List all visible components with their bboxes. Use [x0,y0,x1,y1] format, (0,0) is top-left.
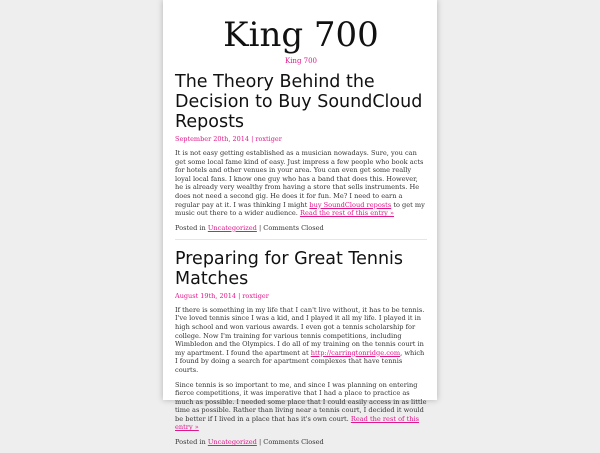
post-paragraph [175,149,427,218]
footer-separator: | [256,438,264,447]
post [175,249,427,453]
post-body [175,306,427,432]
post-title[interactable]: Preparing for Great Tennis Matches [175,248,404,289]
site-description: King 700 [284,57,318,65]
soundcloud-link[interactable]: buy SoundCloud reposts [309,200,392,209]
post-footer [175,438,427,453]
post-author: roxtiger [242,291,269,300]
footer-separator: | [256,223,264,232]
post-paragraph [175,306,427,375]
posted-in-label: Posted in [175,223,208,232]
read-more-link[interactable]: Read the rest of this entry » [300,209,395,218]
site-title[interactable]: King 700 [223,15,379,55]
meta-separator: | [236,291,243,300]
paragraph-text: , which I found by doing a search for apartment complexes that have tennis courts. [175,348,425,374]
paragraph-text: Since tennis is so important to me, and since I was planning on entering fierce competitions, it was imperative that I had a place to practice as much as possible. I needed some place that I could easily access in as little time as possible. Rather than living near a tennis court, I decided it would be better if I lived in a place that has it's own court. [175,380,427,423]
paragraph-text: to get my music out there to a wider audience. [175,200,425,218]
comments-status: Comments Closed [263,223,324,232]
post-footer [175,224,427,240]
meta-separator: | [249,135,256,143]
post-title[interactable]: The Theory Behind the Decision to Buy SoundCloud Reposts [175,72,423,132]
paragraph-text: It is not easy getting established as a musician nowadays. Sure, you can get some local fame kind of easy. Just impress a few people who book acts for hotels and other venues in your area. You can even get some really loyal local fans. I know one guy who has a band that does this. However, he is already very wealthy from having a store that sells instruments. He does not need a second gig. He does it for fun. Me? I need to earn a regular pay at it. I was thinking I might [175,149,424,209]
post [175,72,427,240]
post-date: September 20th, 2014 [175,135,250,143]
comments-status: Comments Closed [263,438,324,447]
page-container [163,0,437,447]
post-date: August 19th, 2014 [175,291,236,300]
post-meta [175,292,427,301]
posted-in-label: Posted in [175,438,208,447]
post-paragraph [175,381,427,433]
read-more-link[interactable]: Read the rest of this entry » [175,414,419,432]
paragraph-text: If there is something in my life that I can't live without, it has to be tennis. I've loved tennis since I was a kid, and I played it all my life. I played it in high school and won various awards. I even got a tennis scholarship for college. Now I'm training for various tennis competitions, including Wimbledon and the Olympics. I do all of my training on the tennis court in my apartment. I found the apartment at [175,305,425,357]
post-body [175,149,427,218]
carringtonridge-link[interactable]: http://carringtonridge.com [310,348,401,357]
content-column [163,15,437,453]
post-meta [175,135,427,144]
category-link[interactable]: Uncategorized [207,438,257,447]
post-author: roxtiger [255,135,282,143]
category-link[interactable]: Uncategorized [207,223,257,232]
